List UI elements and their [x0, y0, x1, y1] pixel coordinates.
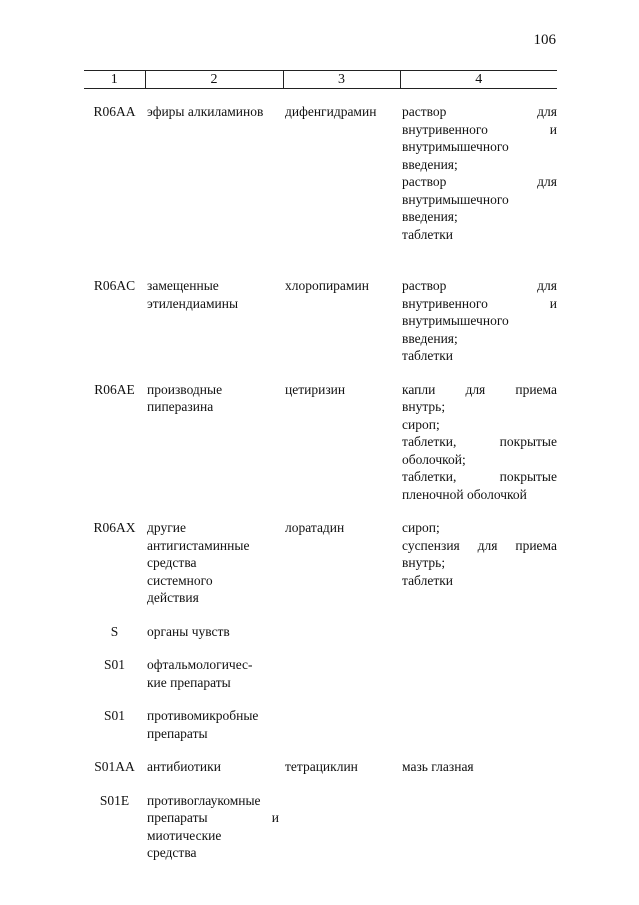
drug-classification-table [84, 70, 557, 862]
dosage-form-cell-line: раствор для [402, 278, 557, 293]
dosage-form-cell-line: таблетки, покрытые [402, 469, 557, 484]
row-spacer-cell [84, 640, 557, 656]
group-name-cell-line: противоглаукомные [147, 792, 261, 808]
table-row [84, 623, 557, 641]
dosage-form-cell [400, 792, 557, 862]
atc-code-cell: S01 [103, 708, 125, 723]
group-name-cell-line: офтальмологичес- [147, 657, 253, 672]
page-number: 106 [533, 32, 556, 48]
table-row [84, 656, 557, 691]
group-name-cell [145, 623, 283, 641]
dosage-form-cell-line: внутривенного и [402, 295, 557, 311]
column-header-2: 2 [145, 71, 283, 89]
atc-code-cell: R06AC [93, 278, 136, 293]
column-header-4: 4 [400, 71, 557, 89]
row-spacer-cell [84, 691, 557, 707]
dosage-form-cell-line: введения; [402, 209, 458, 224]
dosage-form-cell [400, 707, 557, 742]
atc-code-cell: S [110, 623, 119, 639]
table-row [84, 758, 557, 776]
row-spacer [84, 776, 557, 792]
row-spacer [84, 89, 557, 104]
table-header-row [84, 71, 557, 89]
group-name-cell-line: антибиотики [147, 759, 221, 774]
dosage-form-cell-line: раствор для [402, 104, 557, 119]
drug-name-cell [283, 277, 400, 365]
dosage-form-cell-line: введения; [402, 156, 458, 172]
atc-code-cell: S01AA [94, 759, 135, 774]
group-name-cell [145, 707, 283, 742]
group-name-cell [145, 277, 283, 365]
table-row [84, 103, 557, 243]
drug-name-cell [283, 792, 400, 862]
group-name-cell-line: средства [147, 555, 197, 570]
group-name-cell [145, 792, 283, 862]
group-name-cell-line: системного [147, 572, 213, 588]
group-name-cell-line: другие [147, 520, 186, 535]
group-name-cell [145, 656, 283, 691]
drug-name-cell [283, 519, 400, 607]
row-spacer-cell [84, 503, 557, 519]
group-name-cell [145, 103, 283, 243]
group-name-cell-line: этилендиамины [147, 295, 239, 311]
dosage-form-cell-line: внутрь; [402, 399, 446, 414]
group-name-cell-line: кие препараты [147, 674, 231, 690]
drug-name-cell [283, 707, 400, 742]
row-spacer [84, 607, 557, 623]
dosage-form-cell-line: мазь глазная [402, 759, 474, 774]
dosage-form-cell [400, 519, 557, 607]
row-spacer-cell [84, 742, 557, 758]
drug-name-cell-line: тетрациклин [285, 759, 358, 774]
dosage-form-cell [400, 103, 557, 243]
dosage-form-cell-line: таблетки [402, 348, 454, 363]
dosage-form-cell-line: сироп; [402, 520, 440, 535]
dosage-form-cell-line: внутривенного и [402, 121, 557, 137]
dosage-form-cell-line: внутрь; [402, 555, 446, 570]
group-name-cell-line: эфиры алкиламинов [147, 104, 264, 119]
dosage-form-cell [400, 277, 557, 365]
dosage-form-cell-line: суспензия для приема [402, 537, 557, 553]
column-header-1: 1 [84, 71, 145, 89]
table-row [84, 707, 557, 742]
dosage-form-cell-line: раствор для [402, 174, 557, 189]
drug-name-cell-line: лоратадин [285, 520, 345, 535]
group-name-cell [145, 519, 283, 607]
row-spacer [84, 640, 557, 656]
atc-code-cell: R06AA [93, 104, 136, 119]
dosage-form-cell-line: внутримышечного [402, 139, 509, 154]
row-spacer [84, 365, 557, 381]
group-name-cell-line: действия [147, 590, 199, 605]
row-spacer-cell [84, 776, 557, 792]
dosage-form-cell [400, 758, 557, 776]
row-spacer [84, 691, 557, 707]
dosage-form-cell [400, 623, 557, 641]
row-spacer [84, 503, 557, 519]
table-row [84, 792, 557, 862]
atc-code-cell: S01E [99, 792, 130, 808]
column-header-3: 3 [283, 71, 400, 89]
dosage-form-cell-line: капли для приема [402, 381, 557, 397]
drug-name-cell-line: хлоропирамин [285, 278, 369, 293]
group-name-cell-line: средства [147, 845, 197, 860]
group-name-cell-line: противомикробные [147, 708, 259, 723]
group-name-cell-line: препараты и [147, 810, 279, 825]
group-name-cell [145, 758, 283, 776]
atc-code-cell: R06AE [94, 381, 135, 397]
dosage-form-cell-line: внутримышечного [402, 313, 509, 328]
drug-name-cell-line: дифенгидрамин [285, 104, 377, 119]
dosage-form-cell-line: внутримышечного [402, 191, 509, 207]
group-name-cell-line: замещенные [147, 278, 219, 293]
dosage-form-cell-line: сироп; [402, 416, 440, 432]
dosage-form-cell [400, 381, 557, 504]
atc-code-cell: S01 [103, 657, 125, 672]
dosage-form-cell [400, 656, 557, 691]
atc-code-cell: R06AX [93, 520, 136, 535]
row-spacer-cell [84, 365, 557, 381]
dosage-form-cell-line: пленочной оболочкой [402, 486, 527, 502]
table-row [84, 277, 557, 365]
group-name-cell-line: препараты [147, 725, 208, 741]
dosage-form-cell-line: введения; [402, 330, 458, 346]
table-row [84, 381, 557, 504]
row-spacer-cell [84, 89, 557, 104]
table-body [84, 89, 557, 862]
group-name-cell [145, 381, 283, 504]
row-spacer [84, 243, 557, 277]
group-name-cell-line: антигистаминные [147, 537, 250, 553]
table-row [84, 519, 557, 607]
group-name-cell-line: пиперазина [147, 399, 214, 414]
group-name-cell-line: органы чувств [147, 623, 230, 639]
row-spacer-cell [84, 243, 557, 277]
dosage-form-cell-line: таблетки, покрытые [402, 434, 557, 449]
row-spacer-cell [84, 607, 557, 623]
drug-name-cell [283, 623, 400, 641]
group-name-cell-line: производные [147, 381, 223, 397]
dosage-form-cell-line: оболочкой; [402, 451, 466, 467]
drug-name-cell [283, 656, 400, 691]
dosage-form-cell-line: таблетки [402, 226, 454, 242]
group-name-cell-line: миотические [147, 827, 222, 843]
row-spacer [84, 742, 557, 758]
drug-name-cell [283, 381, 400, 504]
dosage-form-cell-line: таблетки [402, 572, 454, 588]
drug-name-cell [283, 103, 400, 243]
drug-name-cell-line: цетиризин [285, 381, 346, 397]
drug-name-cell [283, 758, 400, 776]
